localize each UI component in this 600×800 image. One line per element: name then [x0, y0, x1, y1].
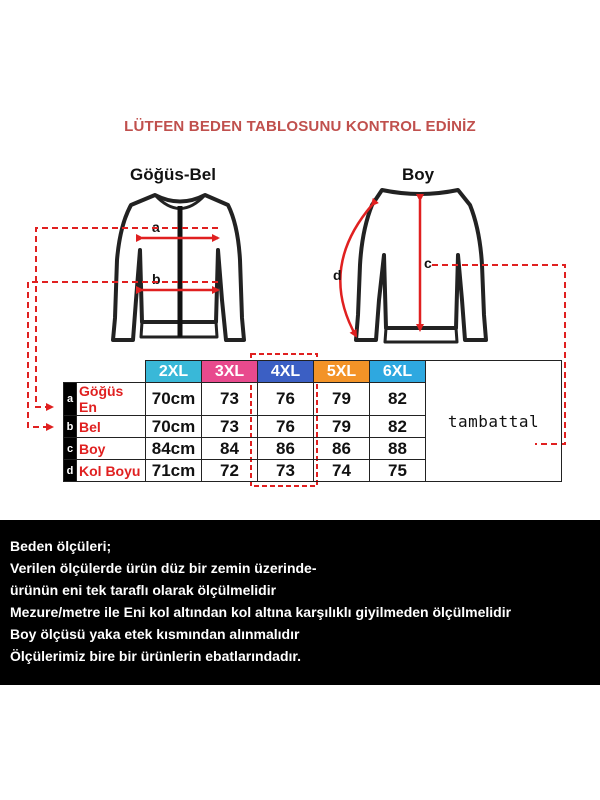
table-cell: 82 — [370, 383, 426, 416]
table-cell: 79 — [314, 416, 370, 438]
note-line: Mezure/metre ile Eni kol altından kol altına karşılıklı giyilmeden ölçülmelidir — [10, 604, 512, 620]
table-cell: 84 — [202, 438, 258, 460]
table-cell: 76 — [258, 416, 314, 438]
row-label: Bel — [77, 416, 146, 438]
table-cell: 86 — [314, 438, 370, 460]
table-cell: 76 — [258, 383, 314, 416]
table-cell: 70cm — [146, 416, 202, 438]
note-line: Boy ölçüsü yaka etek kısmından alınmalıdır — [10, 626, 300, 642]
table-cell: 86 — [258, 438, 314, 460]
measure-letter-c: c — [424, 255, 432, 271]
note-line: ürünün eni tek taraflı olarak ölçülmelidir — [10, 582, 277, 598]
size-header-4xl: 4XL — [258, 361, 314, 383]
notes-panel — [0, 520, 600, 685]
row-label: Göğüs En — [77, 383, 146, 416]
table-cell: 84cm — [146, 438, 202, 460]
measure-letter-b: b — [152, 271, 161, 287]
note-line: Verilen ölçülerde ürün düz bir zemin üzerinde- — [10, 560, 317, 576]
table-cell: 73 — [258, 460, 314, 482]
measure-letter-d: d — [333, 267, 342, 283]
table-cell: 70cm — [146, 383, 202, 416]
row-letter: b — [64, 416, 77, 438]
table-cell: 73 — [202, 383, 258, 416]
table-cell: 73 — [202, 416, 258, 438]
table-cell: 79 — [314, 383, 370, 416]
table-cell: 74 — [314, 460, 370, 482]
note-line: Beden ölçüleri; — [10, 538, 112, 554]
table-cell: 82 — [370, 416, 426, 438]
table-cell: 72 — [202, 460, 258, 482]
size-header-3xl: 3XL — [202, 361, 258, 383]
measure-letter-a: a — [152, 219, 160, 235]
front-view-label: Göğüs-Bel — [130, 165, 216, 184]
brand-name: tambattal — [426, 361, 562, 482]
size-header-5xl: 5XL — [314, 361, 370, 383]
row-letter: d — [64, 460, 77, 482]
size-header-2xl: 2XL — [146, 361, 202, 383]
table-cell: 71cm — [146, 460, 202, 482]
row-letter: a — [64, 383, 77, 416]
table-cell: 75 — [370, 460, 426, 482]
back-view-label: Boy — [402, 165, 435, 184]
row-label: Kol Boyu — [77, 460, 146, 482]
size-header-6xl: 6XL — [370, 361, 426, 383]
size-table — [63, 360, 562, 482]
size-header-row — [64, 361, 562, 383]
note-line: Ölçülerimiz bire bir ürünlerin ebatlarındadır. — [10, 648, 301, 664]
row-label: Boy — [77, 438, 146, 460]
page-title: LÜTFEN BEDEN TABLOSUNU KONTROL EDİNİZ — [124, 118, 476, 135]
table-cell: 88 — [370, 438, 426, 460]
front-jacket-drawing — [113, 195, 244, 340]
row-letter: c — [64, 438, 77, 460]
